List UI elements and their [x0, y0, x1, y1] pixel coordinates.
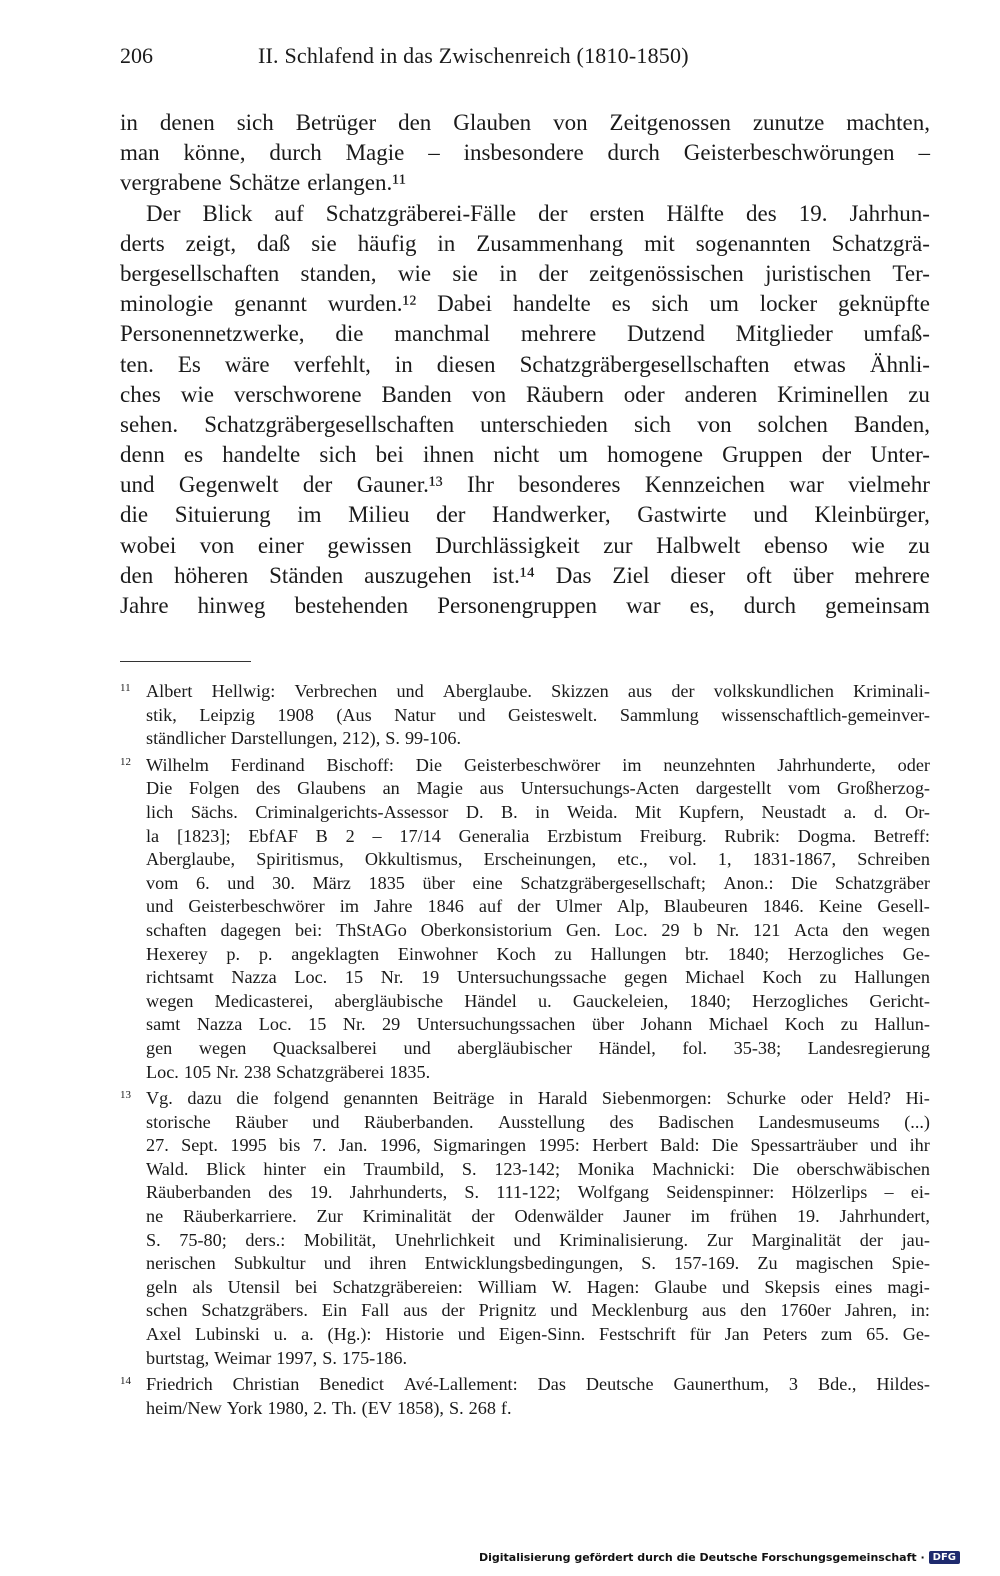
body-line: den höheren Ständen auszugehen ist.¹⁴ Das Ziel dieser oft über mehrere — [120, 562, 930, 588]
footnote-line: Wald. Blick hinter ein Traumbild, S. 123-142; Monika Machnicki: Die oberschwäbischen — [146, 1158, 930, 1179]
footnote-line: Räuberbanden des 19. Jahrhunderts, S. 111-122; Wolfgang Seidenspinner: Hölzerlips – ei- — [146, 1182, 930, 1203]
body-line: Personennetzwerke, die manchmal mehrere Dutzend Mitglieder umfaß- — [120, 321, 930, 347]
digitization-footer — [479, 1546, 960, 1568]
funding-credit: Digitalisierung gefördert durch die Deutsche Forschungsgemeinschaft · — [478, 1550, 925, 1564]
footnote-line: wegen Medicasterei, abergläubische Händel u. Gauckeleien, 1840; Herzogliches Gericht- — [146, 990, 930, 1011]
footnote-line: storische Räuber und Räuberbanden. Ausstellung des Badischen Landesmuseums (...) — [146, 1111, 930, 1132]
footnote-12 — [120, 754, 930, 1084]
footnote-line: Friedrich Christian Benedict Avé-Lallement: Das Deutsche Gaunerthum, 3 Bde., Hildes- — [146, 1374, 930, 1395]
body-line: denn es handelte sich bei ihnen nicht um homogene Gruppen der Unter- — [120, 442, 930, 468]
body-line: bergesellschaften standen, wie sie in der zeitgenössischen juristischen Ter- — [120, 260, 930, 286]
body-line: Der Blick auf Schatzgräberei-Fälle der ersten Hälfte des 19. Jahrhun- — [146, 200, 930, 226]
footnote-line: Loc. 105 Nr. 238 Schatzgräberei 1835. — [146, 1061, 431, 1082]
footnote-line: Vg. dazu die folgend genannten Beiträge in Harald Siebenmorgen: Schurke oder Held? Hi- — [146, 1088, 930, 1109]
footnote-line: la [1823]; EbfAF B 2 – 17/14 Generalia Erzbistum Freiburg. Rubrik: Dogma. Betreff: — [146, 825, 930, 846]
running-title: II. Schlafend in das Zwischenreich (1810-1850) — [258, 43, 689, 68]
footnote-line: Wilhelm Ferdinand Bischoff: Die Geisterbeschwörer im neunzehnten Jahrhunderte, oder — [146, 754, 930, 775]
body-line: minologie genannt wurden.¹² Dabei handelte es sich um locker geknüpfte — [120, 291, 930, 317]
footnote-line: stik, Leipzig 1908 (Aus Natur und Geisteswelt. Sammlung wissenschaftlich-gemeinver- — [146, 704, 930, 725]
footnote-line: Albert Hellwig: Verbrechen und Aberglaube. Skizzen aus der volkskundlichen Kriminali- — [146, 681, 930, 701]
footnote-line: richtsamt Nazza Loc. 15 Nr. 19 Untersuchungssache gegen Michael Koch zu Hallungen — [146, 967, 930, 988]
footnote-13 — [120, 1087, 930, 1370]
footnote-line: Die Folgen des Glaubens an Magie aus Untersuchungs-Acten dargestellt vom Großherzog- — [146, 778, 930, 799]
footnote-line: Aberglaube, Spiritismus, Okkultismus, Erscheinungen, etc., vol. 1, 1831-1867, Schreiben — [146, 849, 930, 870]
footnote-number: 11 — [120, 682, 131, 694]
footnote-line: samt Nazza Loc. 15 Nr. 29 Untersuchungssachen über Johann Michael Koch zu Hallun- — [146, 1014, 930, 1035]
footnote-number: 13 — [120, 1089, 131, 1102]
footnote-line: heim/New York 1980, 2. Th. (EV 1858), S. 268 f. — [146, 1397, 512, 1418]
page-header — [120, 40, 930, 72]
footnote-line: schen Schatzgräbers. Ein Fall aus der Prignitz und Mecklenburg aus den 1760er Jahren, in: — [146, 1300, 930, 1321]
footnote-number: 12 — [120, 755, 131, 768]
footnote-line: ne Räuberkarriere. Zur Kriminalität der Odenwälder Jauner im frühen 19. Jahrhundert, — [146, 1206, 930, 1227]
footnote-separator — [120, 661, 251, 662]
footnote-line: Hexerey p. p. angeklagten Einwohner Koch zu Hallungen btr. 1840; Herzogliches Ge- — [146, 943, 930, 964]
body-line: wobei von einer gewissen Durchlässigkeit zur Halbwelt ebenso wie zu — [120, 532, 930, 558]
footnotes-section — [120, 680, 930, 1423]
footnote-line: vom 6. und 30. März 1835 über eine Schatzgräbergesellschaft; Anon.: Die Schatzgräber — [146, 872, 930, 893]
footnote-14 — [120, 1373, 930, 1420]
main-body-text — [120, 108, 930, 621]
footnote-line: S. 75-80; ders.: Mobilität, Unehrlichkeit und Kriminalisierung. Zur Marginalität der jau- — [146, 1229, 930, 1250]
body-line: in denen sich Betrüger den Glauben von Zeitgenossen zunutze machten, — [120, 110, 930, 135]
footnote-number: 14 — [120, 1375, 131, 1388]
dfg-logo: DFG — [929, 1551, 960, 1564]
footnote-line: burtstag, Weimar 1997, S. 175-186. — [146, 1347, 408, 1368]
footnote-line: Axel Lubinski u. a. (Hg.): Historie und Eigen-Sinn. Festschrift für Jan Peters zum 65. Ge- — [146, 1324, 930, 1345]
body-line: ten. Es wäre verfehlt, in diesen Schatzgräbergesellschaften etwas Ähnli- — [120, 351, 930, 377]
footnote-line: schaften dagegen bei: ThStAGo Oberkonsistorium Gen. Loc. 29 b Nr. 121 Acta den wegen — [146, 919, 930, 940]
footnote-line: lich Sächs. Criminalgerichts-Assessor D. B. in Weida. Mit Kupfern, Neustadt a. d. Or- — [146, 801, 930, 822]
body-line: ches wie verschworene Banden von Räubern oder anderen Kriminellen zu — [120, 381, 930, 407]
body-line: die Situierung im Milieu der Handwerker, Gastwirte und Kleinbürger, — [120, 502, 930, 528]
body-line: man könne, durch Magie – insbesondere durch Geisterbeschwörungen – — [120, 140, 930, 166]
body-line: Jahre hinweg bestehenden Personengruppen war es, durch gemeinsam — [120, 593, 930, 618]
footnote-line: 27. Sept. 1995 bis 7. Jan. 1996, Sigmaringen 1995: Herbert Bald: Die Spessarträuber und ihr — [146, 1135, 930, 1156]
footnote-line: nerischen Subkultur und ihren Entwicklungsbedingungen, S. 157-169. Zu magischen Spie- — [146, 1253, 930, 1274]
footnote-line: gen wegen Quacksalberei und abergläubischer Händel, fol. 35-38; Landesregierung — [146, 1037, 930, 1058]
footnote-line: ständlicher Darstellungen, 212), S. 99-106. — [146, 728, 462, 749]
page-number: 206 — [120, 43, 153, 68]
body-line: derts zeigt, daß sie häufig in Zusammenhang mit sogenannten Schatzgrä- — [120, 230, 930, 256]
body-line: sehen. Schatzgräbergesellschaften unterschieden sich von solchen Banden, — [120, 411, 930, 437]
body-line: und Gegenwelt der Gauner.¹³ Ihr besonderes Kennzeichen war vielmehr — [120, 472, 930, 498]
footnote-line: geln als Utensil bei Schatzgräbereien: William W. Hagen: Glaube und Skepsis eines magi- — [146, 1276, 930, 1297]
footnote-line: und Geisterbeschwörer im Jahre 1846 auf der Ulmer Alp, Blaubeuren 1846. Keine Gesell- — [146, 896, 930, 917]
footnote-11 — [120, 680, 930, 751]
body-line: vergrabene Schätze erlangen.¹¹ — [120, 170, 406, 196]
